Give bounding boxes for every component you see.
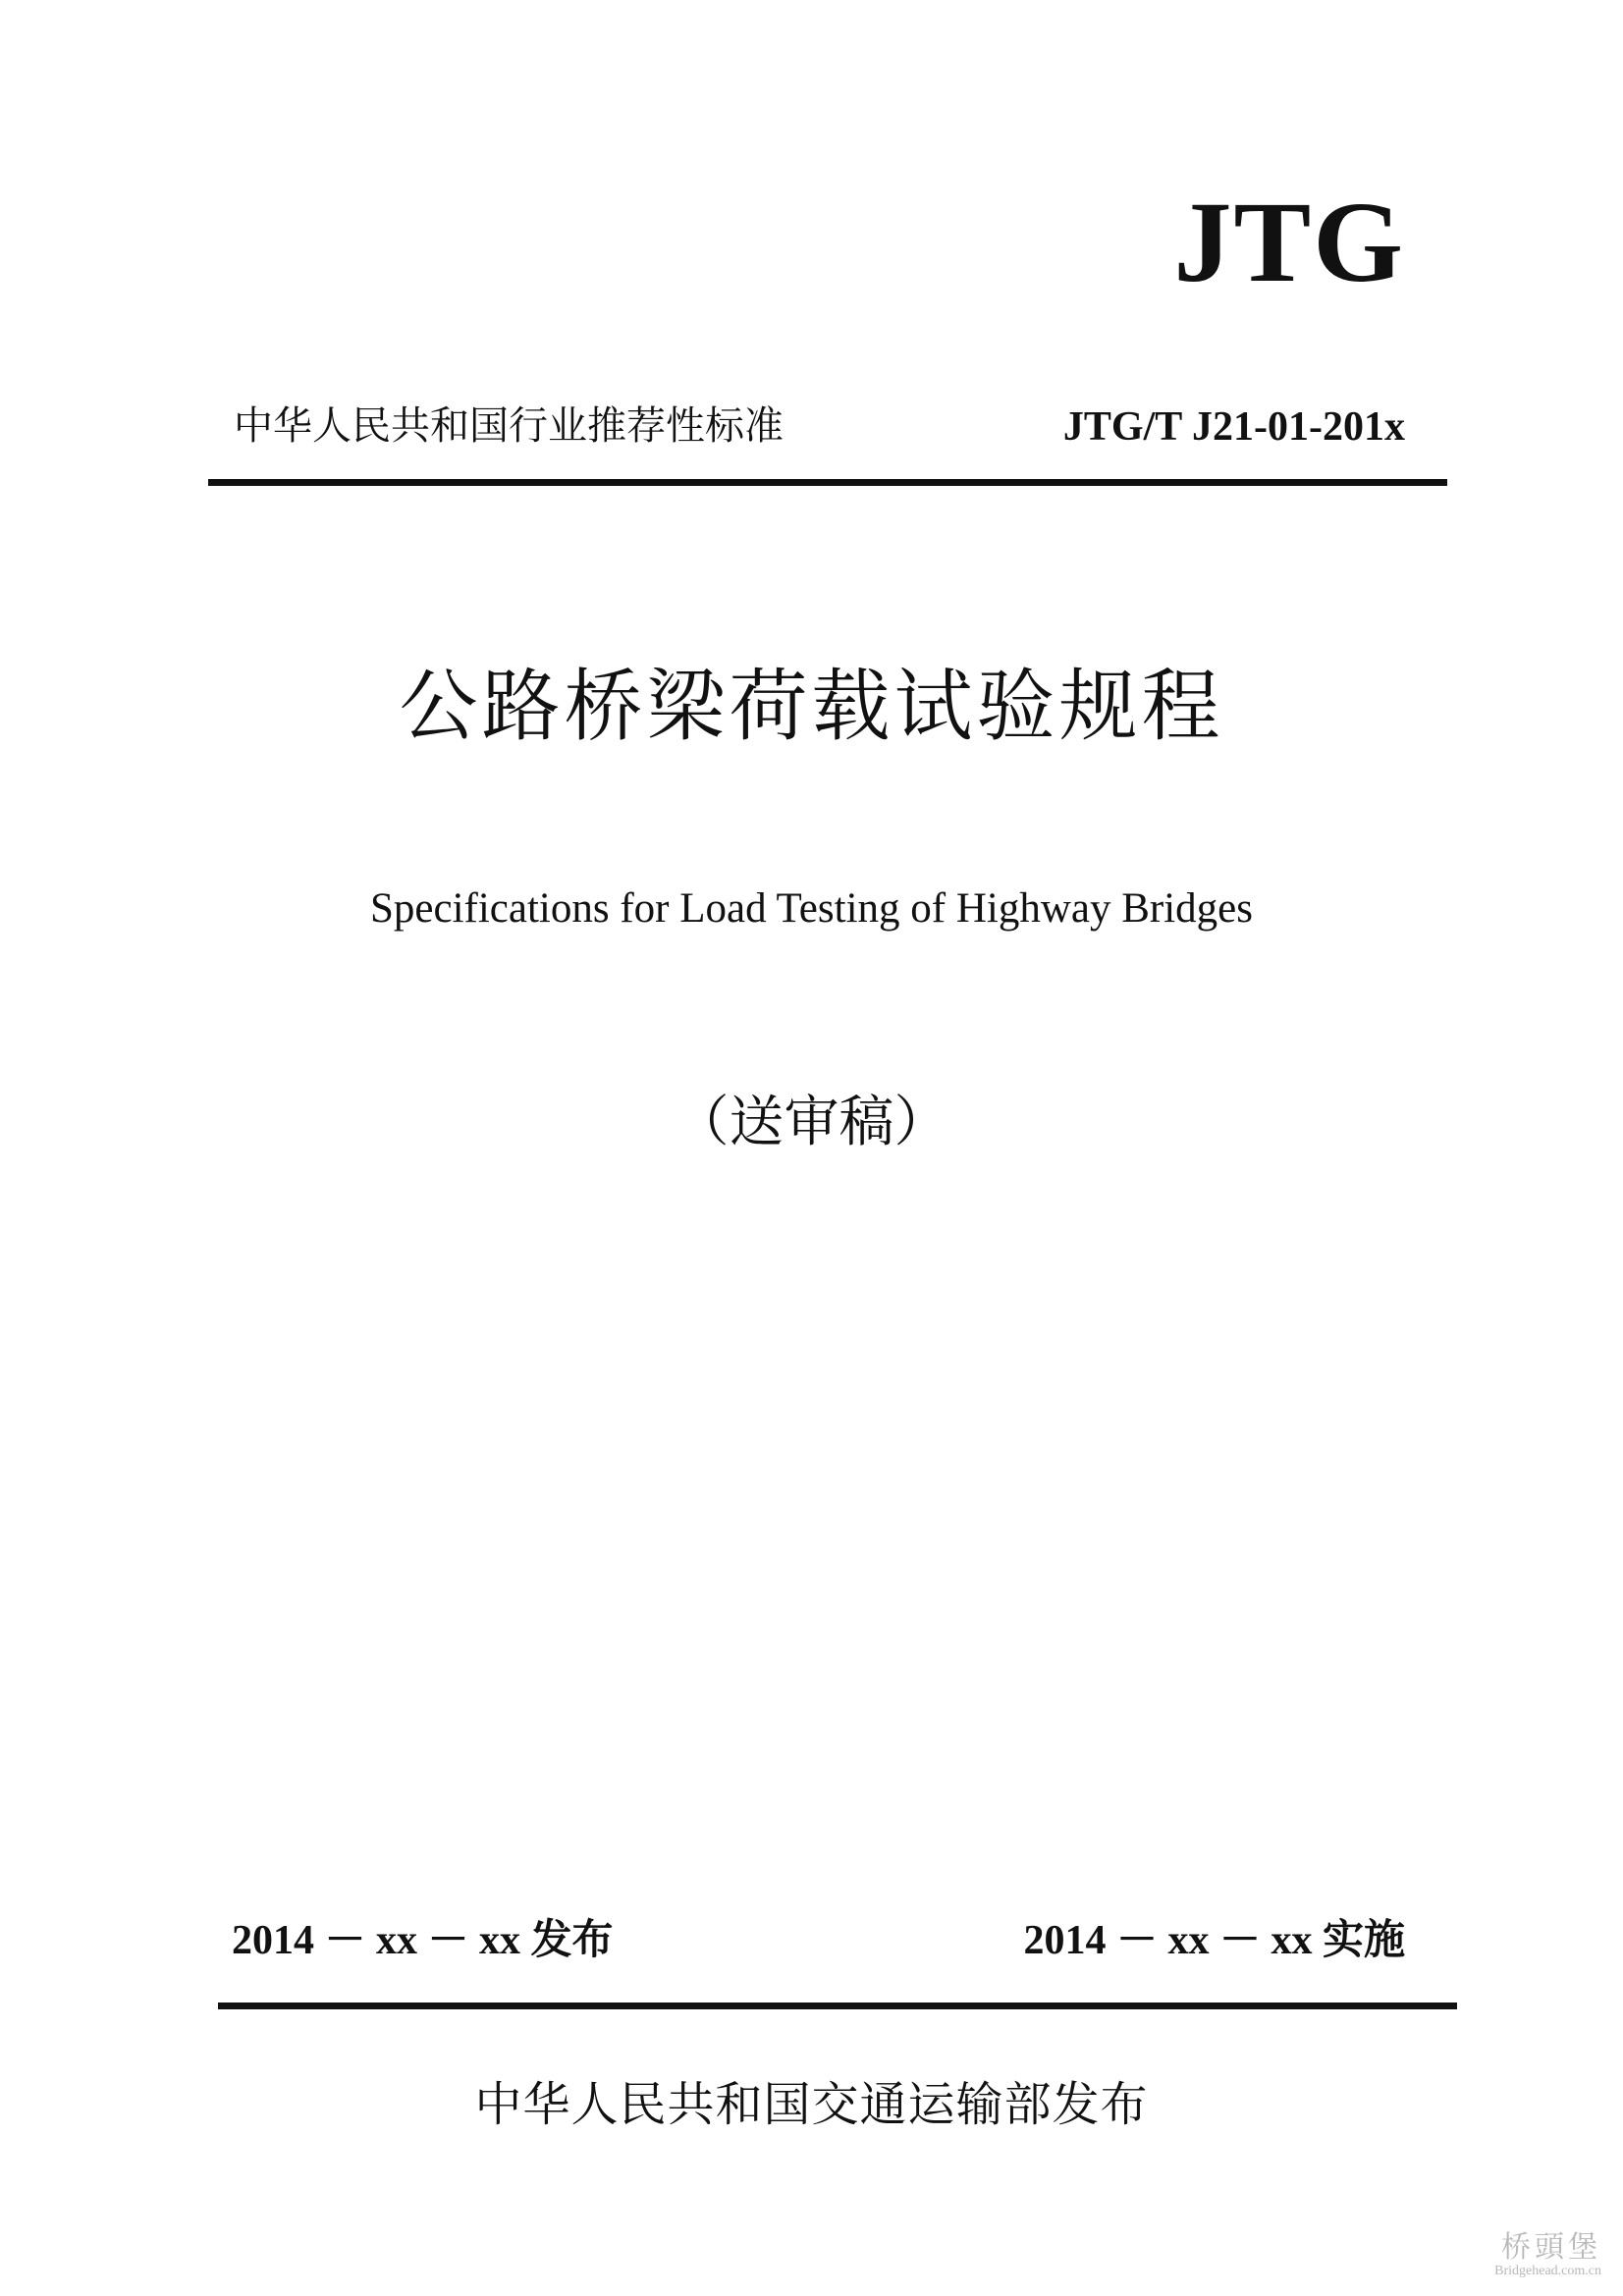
effective-date: 2014 － xx － xx 实施	[1023, 1918, 1405, 1963]
top-divider-rule	[208, 479, 1447, 486]
draft-label: （送审稿）	[674, 1091, 949, 1154]
title-english: Specifications for Load Testing of Highway Bridges	[369, 885, 1253, 932]
watermark-english: Bridgehead.com.cn	[1494, 2264, 1601, 2278]
bottom-divider-rule	[218, 2002, 1457, 2009]
watermark-chinese: 桥頭堡	[1501, 2231, 1601, 2264]
standard-category: 中华人民共和国行业推荐性标准	[234, 403, 784, 449]
publisher: 中华人民共和国交通运输部发布	[474, 2077, 1149, 2132]
jtg-logo-text: JTG	[1173, 178, 1405, 306]
title-chinese: 公路桥梁荷载试验规程	[399, 661, 1224, 752]
issue-date: 2014 － xx － xx 发布	[232, 1918, 614, 1963]
watermark	[1494, 2233, 1601, 2278]
dates-row	[232, 1920, 1405, 1979]
standard-number: JTG/T J21-01-201x	[1062, 404, 1405, 450]
